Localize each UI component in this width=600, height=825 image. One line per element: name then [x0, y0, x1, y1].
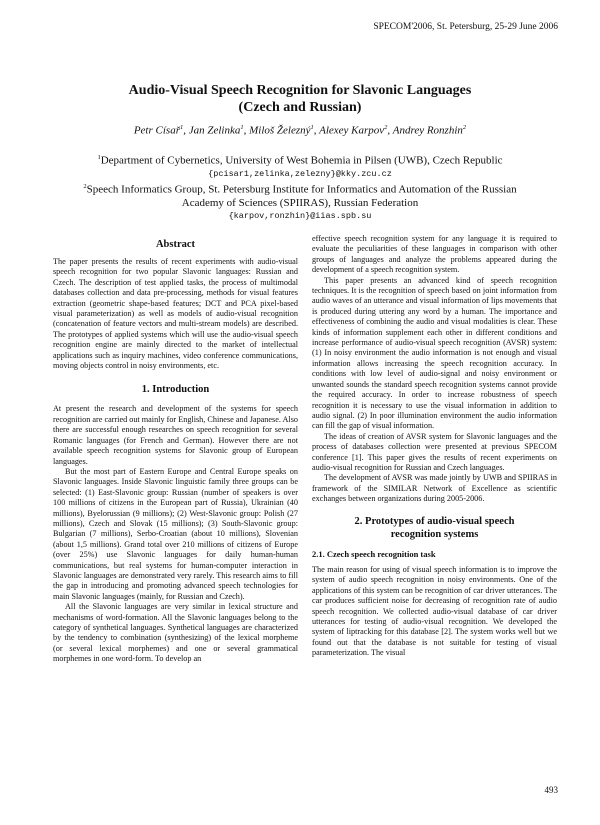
author-affiliation-mark: 1	[179, 124, 184, 131]
author-affiliation-mark: 2	[462, 124, 467, 131]
intro-paragraph: But the most part of Eastern Europe and Central Europe speaks on Slavonic languages. Inside Slavonic linguistic family three groups can be selected: (1) East-Slavonic group: Russian (number of speakers is over 100 millions of citizens in the European part of Russia), Ukrainian (40 millions), Byelorussian (9 millions); (2) West-Slavonic group: Polish (27 millions), Czech and Slovak (15 millions); (3) South-Slavonic group: Bulgarian (7 millions), Serbo-Croatian (about 10 millions), Slovenian (about 1,5 millions). Grand total over 210 millions of citizens of Europe (over 25%) use Slavonic languages for daily human-human communications, but real systems for human-computer interaction in Slavonic languages are demonstrated very rarely. This research aims to fill the gap in introducing and promoting advanced speech technologies for main Slavonic languages (mainly, for Russian and Czech).	[53, 466, 298, 601]
author-affiliation-mark: 1	[310, 124, 314, 131]
author: Jan Zelinka	[188, 124, 241, 137]
affiliation-email: {pcisar1,zelinka,zelezny}@kky.zcu.cz	[208, 168, 392, 179]
title-line-2: (Czech and Russian)	[238, 100, 362, 115]
body-paragraph: The main reason for using of visual speech information is to improve the system of audio speech recognition in noisy environments. One of the applications of this system can be recognition of car driver utterances. The car produces sufficient noise for decreasing of recognition rate of audio speech recognition. We collected audio-visual database of car driver utterances for testing of audio-visual recognition. We developed the system of liptracking for this database [2]. The system works well but we found out that the database is not suitable for testing of visual parameterization. The visual	[312, 564, 557, 658]
section-heading-line: recognition systems	[390, 528, 479, 540]
abstract-text: The paper presents the results of recent experiments with audio-visual speech recognition for two popular Slavonic languages: Russian and Czech. The description of test applied tasks, the process of multimodal databases collection and data pre-processing, methods for visual features extraction (geometric shape-based features; DCT and PCA pixel-based visual parameterization) as well as models of audio-visual recognition (concatenation of feature vectors and multi-stream models) are described. The prototypes of applied systems which will use the audio-visual speech recognition engine are mainly directed to the market of intellectual applications such as inquiry machines, video conference communications, moving objects control in noisy environments, etc.	[53, 257, 298, 371]
affiliation-text: Speech Informatics Group, St. Petersburg Institute for Informatics and Automation of the Russian	[86, 183, 517, 196]
section-2-heading	[312, 515, 557, 541]
left-column	[53, 238, 298, 665]
author-affiliation-mark: 2	[384, 124, 388, 131]
author-affiliation-mark: 1	[240, 124, 244, 131]
affiliation-text: Department of Cybernetics, University of West Bohemia in Pilsen (UWB), Czech Republic	[100, 154, 503, 167]
paper-title	[0, 82, 600, 116]
affiliation-1	[0, 151, 600, 181]
intro-heading: 1. Introduction	[141, 384, 210, 396]
affiliation-number: 2	[83, 183, 87, 190]
title-line-1: Audio-Visual Speech Recognition for Slavonic Languages	[128, 83, 472, 98]
conference-header: SPECOM'2006, St. Petersburg, 25-29 June 2006	[373, 22, 558, 32]
author: Petr Císař	[133, 124, 180, 137]
page-number: 493	[544, 785, 558, 795]
affiliation-2	[0, 180, 600, 223]
intro-paragraph: At present the research and development of the systems for speech recognition are carried out mainly for English, Chinese and Japanese. Also there are successful enough researches on speech recognition for several Romanic languages (for French and German). However there are not available speech recognition systems for Slavonic group of European languages.	[53, 404, 298, 466]
affiliation-text-2: Academy of Sciences (SPIIRAS), Russian Federation	[181, 196, 419, 209]
body-paragraph: The development of AVSR was made jointly by UWB and SPIIRAS in framework of the SIMILAR Network of Excellence as scientific exchanges between organizations during 2005-2006.	[312, 473, 557, 504]
affiliation-email: {karpov,ronzhin}@iias.spb.su	[228, 210, 372, 221]
abstract-heading: Abstract	[155, 239, 196, 250]
body-paragraph: This paper presents an advanced kind of speech recognition techniques. It is the recognition of speech based on joint information from audio waves of an utterance and visual information of lips movements that is produced during uttering any word by a human. The importance and effectiveness of combining the audio and visual modalities is clear. These kinds of information supplement each other in different conditions and increase performance of audio-visual speech recognition (AVSR) system: (1) In noisy environment the audio information is not enough and visual information allows increasing the speech recognition accuracy. In conditions with low level of audio-signal and noisy environment or unwanted sounds the standard speech recognition systems cannot provide the required accuracy. In order to increase robustness of speech recognition it is necessary to use the visual information in addition to audio signal. (2) In poor illumination environment the audio information can fill the gap of visual information.	[312, 275, 557, 431]
affiliation-number: 1	[97, 154, 101, 161]
author: Alexey Karpov	[319, 124, 385, 137]
subsection-heading: 2.1. Czech speech recognition task	[312, 548, 436, 559]
section-heading-line: 2. Prototypes of audio-visual speech	[354, 515, 515, 527]
body-paragraph: The ideas of creation of AVSR system for Slavonic languages and the process of databases collection were presented at previous SPECOM conference [1]. This paper gives the results of recent experiments on audio-visual recognition for Russian and Czech languages.	[312, 431, 557, 472]
right-column	[312, 234, 557, 659]
intro-paragraph: All the Slavonic languages are very similar in lexical structure and mechanisms of word-formation. All the Slavonic languages belong to the category of synthetical languages. Synthetical languages are characterized by the tendency to combination (synthesizing) of the lexical morpheme (or several lexical morphemes) and one or several grammatical morphemes in one word-form. To develop an	[53, 602, 298, 664]
author: Miloš Železný	[249, 124, 311, 137]
author: Andrey Ronzhin	[392, 124, 463, 137]
body-paragraph: effective speech recognition system for any language it is required to evaluate the peculiarities of these languages in comparison with other groups of languages and analyze the problems appeared during the development of a speech recognition system.	[312, 234, 557, 275]
author-list: Petr Císař$^1$, Jan Zelinka$^1$, Miloš Železný$^1$, Alexey Karpov$^2$, Andrey Ronzhin$^2$	[133, 124, 467, 137]
